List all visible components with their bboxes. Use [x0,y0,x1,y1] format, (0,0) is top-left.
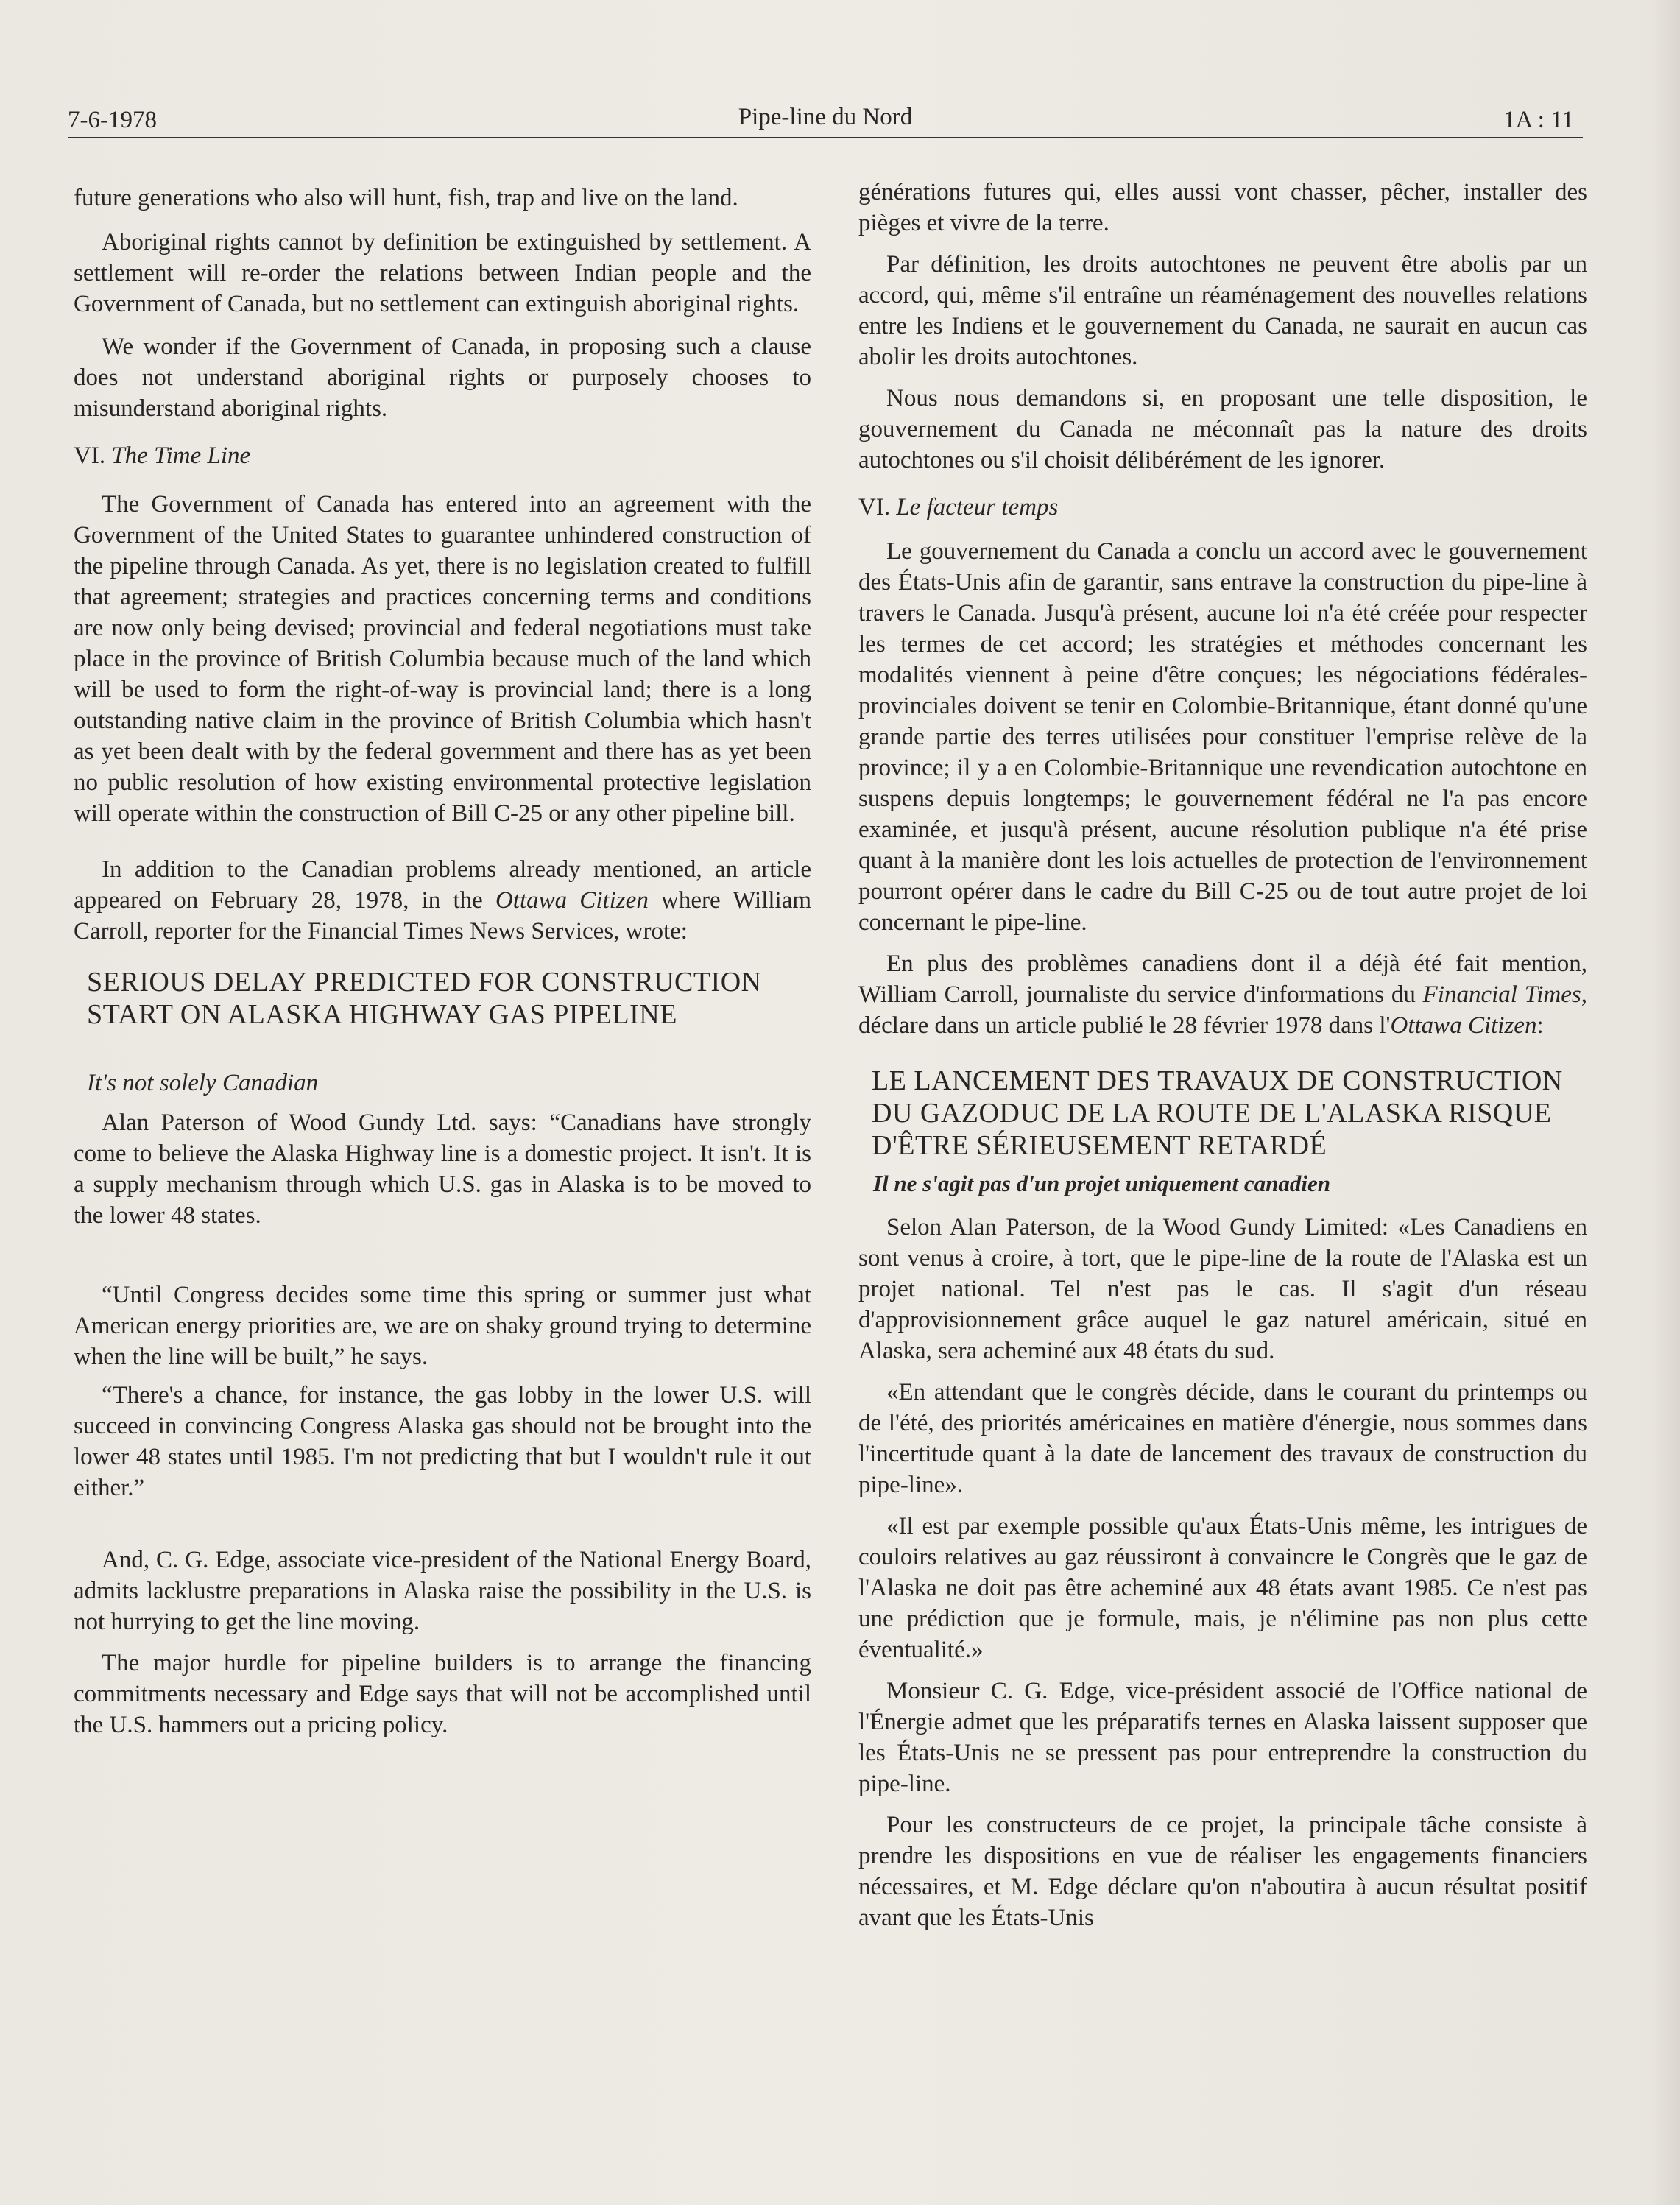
quote-paragraph: Monsieur C. G. Edge, vice-président associé de l'Office national de l'Énergie admet que les préparatifs ternes en Alaska laissent supposer que les États-Unis ne se pressent pas pour entreprendre la construction du pipe-line. [858,1678,1587,1797]
quote-paragraph: «En attendant que le congrès décide, dans le courant du printemps ou de l'été, des priorités américaines en matière d'énergie, nous sommes dans l'incertitude quant à la date de lancement des travaux de construction du pipe-line». [858,1379,1587,1498]
paragraph: Par définition, les droits autochtones ne peuvent être abolis par un accord, qui, même s'il entraîne un réaménagement des nouvelles relations entre les Indiens et le gouvernement du Canada, ne saurait en aucun cas abolir les droits autochtones. [858,251,1587,370]
quoted-article-title: SERIOUS DELAY PREDICTED FOR CONSTRUCTION START ON ALASKA HIGHWAY GAS PIPELINE [87,967,762,1030]
paragraph: We wonder if the Government of Canada, in proposing such a clause does not understand aboriginal rights or purposely chooses to misunderstand aboriginal rights. [74,334,811,422]
quote-paragraph: And, C. G. Edge, associate vice-president of the National Energy Board, admits lacklustre preparations in Alaska raise the possibility in the U.S. is not hurrying to get the line moving. [74,1547,811,1635]
paragraph: The Government of Canada has entered into an agreement with the Government of the United States to guarantee unhindered construction of the pipeline through Canada. As yet, there is no legislation created to fulfill that agreement; strategies and practices concerning terms and conditions are now only being devised; provincial and federal negotiations must take place in the province of British Columbia because much of the land which will be used to form the right-of-way is provincial land; there is a long outstanding native claim in the province of British Columbia which hasn't as yet been dealt with by the federal government and there has as yet been no public resolution of how existing environmental protective legislation will operate within the construction of Bill C-25 or any other pipeline bill. [74,491,811,827]
paragraph [858,948,1587,1041]
quote-paragraph: Pour les constructeurs de ce projet, la principale tâche consiste à prendre les dispositions en vue de réaliser les engagements financiers nécessaires, et M. Edge déclare qu'on n'aboutira à aucun résultat positif avant que les États-Unis [858,1812,1587,1931]
header-date: 7-6-1978 [68,107,157,133]
paragraph-text: : [1536,1012,1544,1039]
quote-paragraph: Alan Paterson of Wood Gundy Ltd. says: “Canadians have strongly come to believe the Alaska Highway line is a domestic project. It isn't. It is a supply mechanism through which U.S. gas in Alaska is to be moved to the lower 48 states. [74,1109,811,1229]
paragraph: Le gouvernement du Canada a conclu un accord avec le gouvernement des États-Unis afin de garantir, sans entrave la construction du pipe-line à travers le Canada. Jusqu'à présent, aucune loi n'a été créée pour respecter les termes de cet accord; les stratégies et méthodes concernant les modalités viennent à peine d'être conçues; les négociations fédérales-provinciales doivent se tenir en Colombie-Britannique, étant donné qu'une grande partie des terres utilisées pour constituer l'emprise relève de la province; il y a en Colombie-Britannique une revendication autochtone en suspens depuis longtemps; le gouvernement fédéral ne l'a pas encore examinée, et jusqu'à présent, aucune résolution publique n'a été prise quant à la manière dont les lois actuelles de protection de l'environnement pourront opérer dans le cadre du Bill C-25 ou de tout autre projet de loi concernant le pipe-line. [858,538,1587,936]
quote-paragraph: «Il est par exemple possible qu'aux États-Unis même, les intrigues de couloirs relatives au gaz réussiront à convaincre le Congrès que le gaz de l'Alaska ne doit pas être acheminé aux 48 états avant 1985. Ce n'est pas une prédiction que je formule, mais, je n'élimine pas non plus cette éventualité.» [858,1513,1587,1663]
publication-name: Financial Times [1422,981,1581,1008]
header-title: Pipe-line du Nord [738,104,913,130]
paragraph: Aboriginal rights cannot by definition be extinguished by settlement. A settlement will re-order the relations between Indian people and the Government of Canada, but no settlement can extinguish aboriginal rights. [74,229,811,317]
section-title: Le facteur temps [896,494,1059,521]
section-heading [858,492,1587,523]
paragraph: générations futures qui, elles aussi vont chasser, pêcher, installer des pièges et vivre de la terre. [858,179,1587,236]
quote-paragraph: The major hurdle for pipeline builders is to arrange the financing commitments necessary and Edge says that will not be accomplished until the U.S. hammers out a pricing policy. [74,1650,811,1738]
paragraph: Nous nous demandons si, en proposant une telle disposition, le gouvernement du Canada ne méconnaît pas la nature des droits autochtones ou s'il choisit délibérément de les ignorer. [858,385,1587,473]
paragraph [74,854,811,947]
paragraph: future generations who also will hunt, fish, trap and live on the land. [74,185,738,211]
paragraph-text: where William Carroll, reporter for the Financial Times News Services, wrote: [74,887,812,945]
french-column [858,179,1587,1933]
quoted-article-title: LE LANCEMENT DES TRAVAUX DE CONSTRUCTION DU GAZODUC DE LA ROUTE DE L'ALASKA RISQUE D'ÊTRE SÉRIEUSEMENT RETARDÉ [872,1065,1563,1161]
publication-name: Ottawa Citizen [495,887,649,914]
paragraph-text: En plus des problèmes canadiens dont il a déjà été fait mention, William Carroll, journaliste du service d'informations du [858,950,1587,1008]
quoted-subheading: It's not solely Canadian [87,1070,319,1096]
quote-paragraph: Selon Alan Paterson, de la Wood Gundy Limited: «Les Canadiens en sont venus à croire, à tort, que le pipe-line de la route de l'Alaska est un projet national. Tel n'est pas le cas. Il s'agit d'un réseau d'approvisionnement grâce auquel le gaz naturel américain, situé en Alaska, sera acheminé aux 48 états du sud. [858,1214,1587,1364]
section-number: VI. [74,442,106,469]
page-header [68,100,1583,138]
header-page-number: 1A : 11 [1503,107,1574,133]
english-column [74,183,811,1740]
section-number: VI. [858,494,891,521]
page-edge-shadow [1651,0,1680,2205]
quoted-subheading: Il ne s'agit pas d'un projet uniquement canadien [873,1171,1330,1196]
section-title: The Time Line [111,442,251,469]
section-heading [74,440,811,471]
quote-paragraph: “Until Congress decides some time this spring or summer just what American energy priorities are, we are on shaky ground trying to determine when the line will be built,” he says. [74,1282,811,1370]
paragraph-text: In addition to the Canadian problems already mentioned, an article appeared on February 28, 1978, in the [74,856,811,914]
publication-name: Ottawa Citizen [1390,1012,1537,1039]
quote-paragraph: “There's a chance, for instance, the gas lobby in the lower U.S. will succeed in convincing Congress Alaska gas should not be brought into the lower 48 states until 1985. I'm not predicting that but I wouldn't rule it out either.” [74,1382,811,1501]
paragraph-text: , déclare dans un article publié le 28 février 1978 dans l' [858,981,1587,1039]
